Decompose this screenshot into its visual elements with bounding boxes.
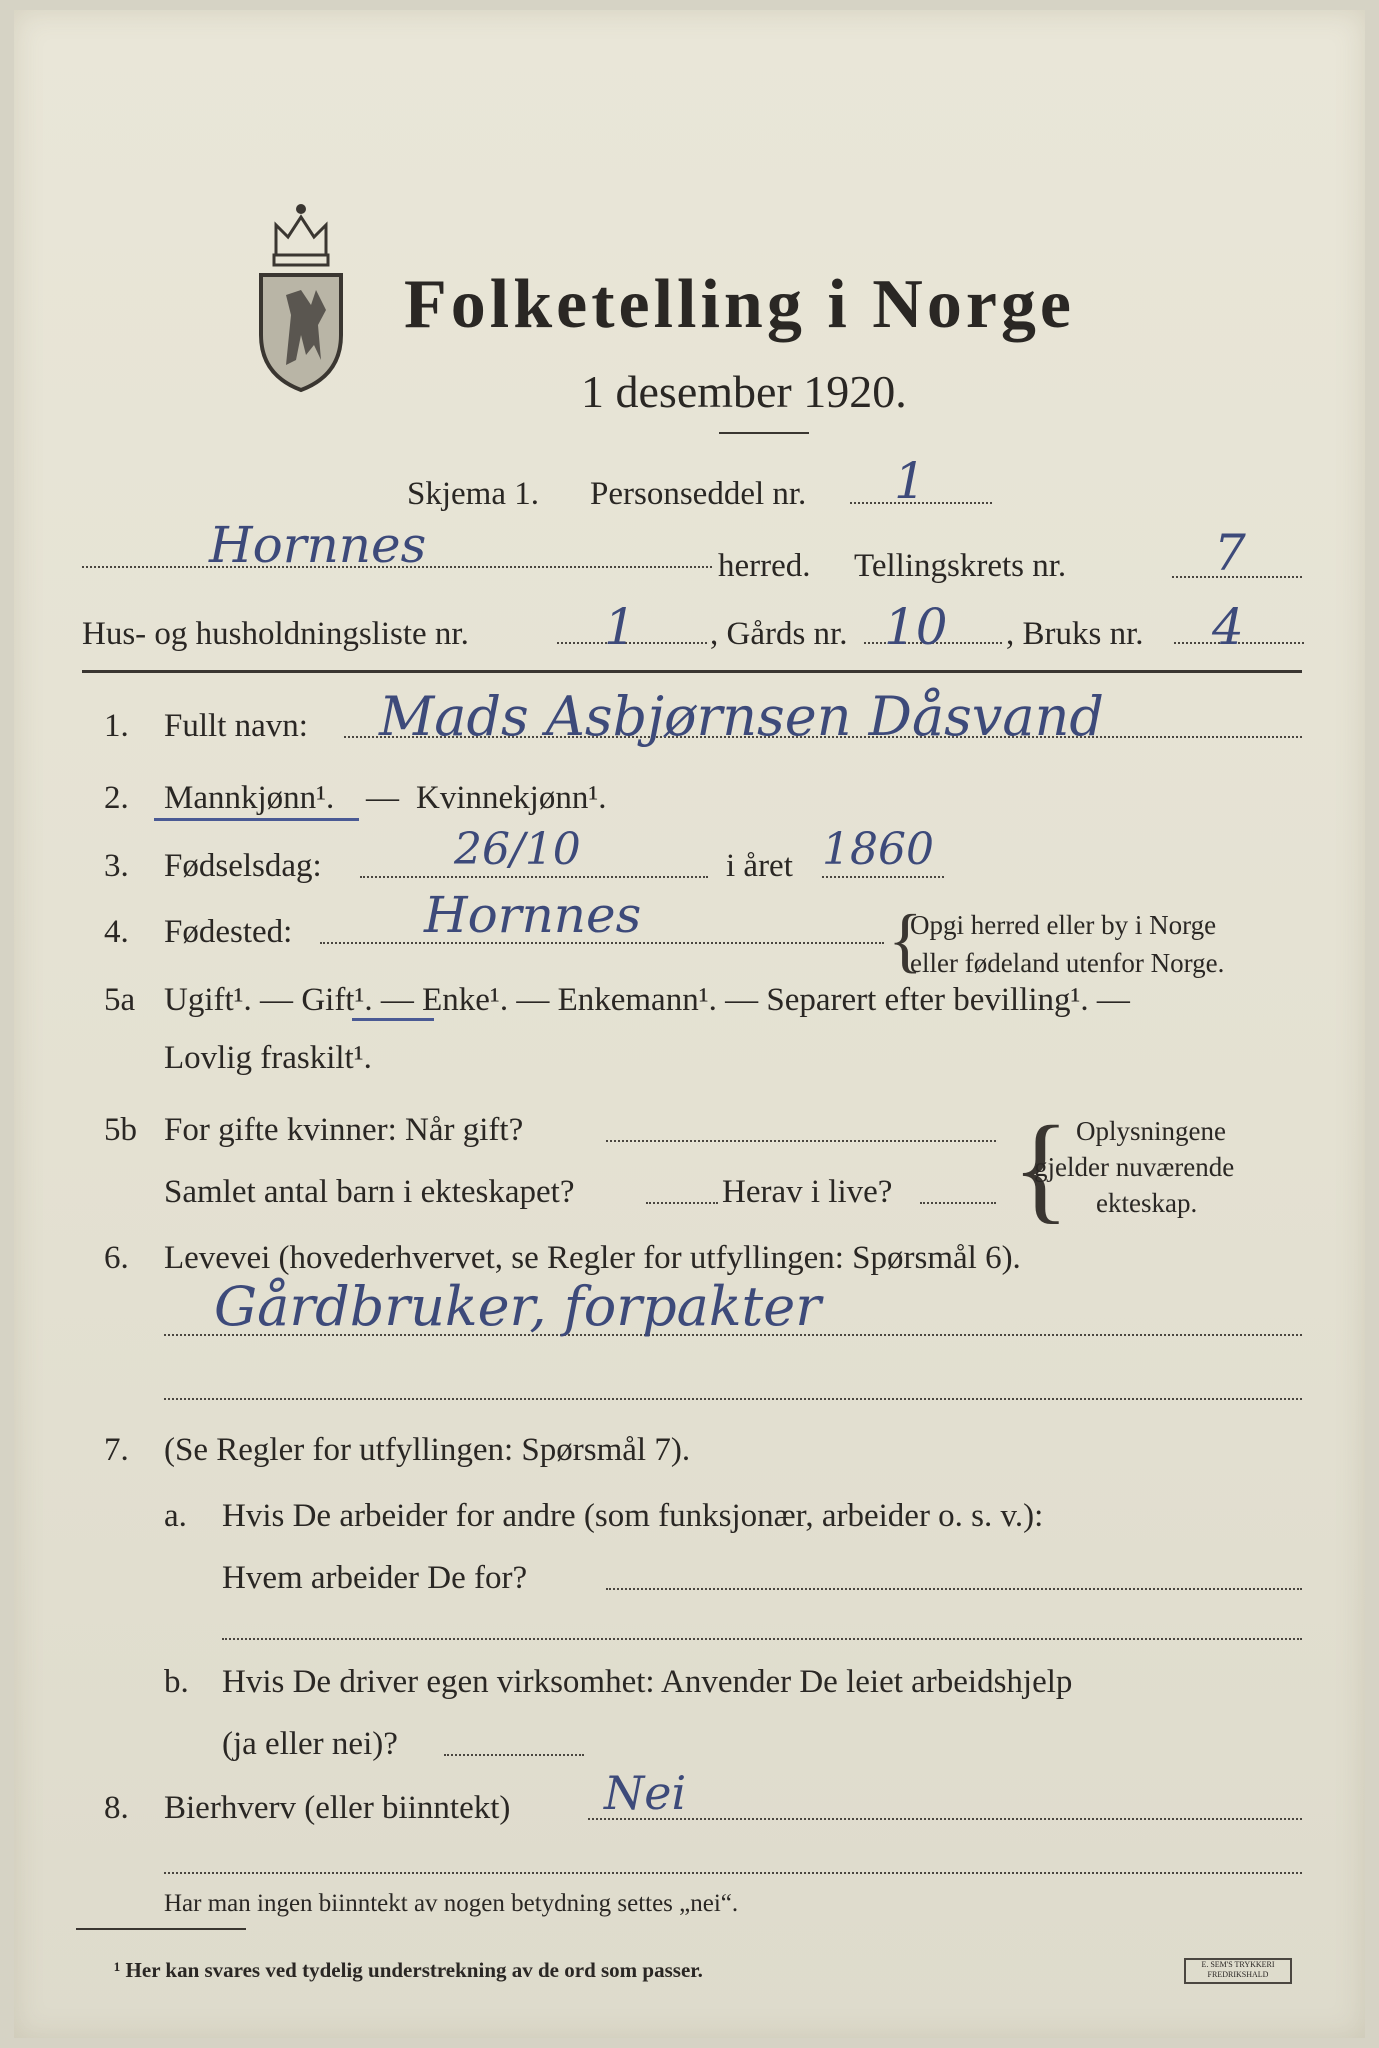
birthdate-value[interactable]: 26/10 bbox=[454, 824, 581, 875]
q5b-note-line1: Oplysningene bbox=[1076, 1116, 1226, 1146]
birthplace-value[interactable]: Hornnes bbox=[424, 886, 642, 944]
q7b-line2: (ja eller nei)? bbox=[222, 1726, 398, 1762]
hired-help-line bbox=[444, 1754, 584, 1756]
gards-value[interactable]: 10 bbox=[884, 598, 948, 656]
q7b-line1: Hvis De driver egen virksomhet: Anvender De leiet arbeidshjelp bbox=[222, 1664, 1073, 1700]
birthdate-line bbox=[360, 876, 708, 878]
q8-label: Bierhverv (eller biinntekt) bbox=[164, 1790, 511, 1826]
q4-label: Fødested: bbox=[164, 914, 293, 950]
q4-number: 4. bbox=[104, 914, 129, 950]
side-income-value[interactable]: Nei bbox=[604, 1766, 687, 1820]
q5b-number: 5b bbox=[104, 1112, 137, 1148]
q2-number: 2. bbox=[104, 780, 129, 816]
alive-line bbox=[920, 1202, 996, 1204]
form-title: Folketelling i Norge bbox=[404, 266, 1076, 343]
female-option[interactable]: Kvinnekjønn¹. bbox=[416, 780, 607, 816]
q6-label: Levevei (hovederhvervet, se Regler for utfyllingen: Spørsmål 6). bbox=[164, 1240, 1021, 1276]
title-divider bbox=[719, 432, 809, 434]
tellingskrets-value[interactable]: 7 bbox=[1214, 524, 1246, 582]
q7a-line1: Hvis De arbeider for andre (som funksjonær, arbeider o. s. v.): bbox=[222, 1498, 1044, 1534]
q5b-alive-label: Herav i live? bbox=[722, 1174, 893, 1210]
employer-line1 bbox=[606, 1588, 1302, 1590]
q1-label: Fullt navn: bbox=[164, 708, 308, 744]
q4-note-line2: eller fødeland utenfor Norge. bbox=[910, 948, 1225, 978]
gender-separator: — bbox=[366, 780, 399, 816]
q3-label: Fødselsdag: bbox=[164, 848, 322, 884]
q7a-letter: a. bbox=[164, 1498, 187, 1534]
married-when-line bbox=[606, 1140, 996, 1142]
liste-value[interactable]: 1 bbox=[604, 598, 636, 656]
marital-status-line1 bbox=[164, 984, 1130, 1017]
occupation-value[interactable]: Gårdbruker, forpakter bbox=[214, 1275, 822, 1338]
nei-note: Har man ingen biinntekt av nogen betydning settes „nei“. bbox=[164, 1890, 739, 1917]
schema-label: Skjema 1. bbox=[407, 476, 539, 512]
bruks-value[interactable]: 4 bbox=[1212, 598, 1244, 656]
q6-number: 6. bbox=[104, 1240, 129, 1276]
q7b-letter: b. bbox=[164, 1664, 189, 1700]
gift-underline bbox=[352, 1018, 434, 1021]
children-line bbox=[646, 1202, 718, 1204]
ugift-option[interactable]: Ugift¹. — bbox=[164, 982, 302, 1018]
employer-line2 bbox=[222, 1638, 1302, 1640]
marital-status-line2[interactable]: Lovlig fraskilt¹. bbox=[164, 1040, 372, 1076]
q5a-number: 5a bbox=[104, 982, 136, 1018]
year-label: i året bbox=[726, 848, 793, 884]
year-line bbox=[822, 876, 944, 878]
census-form bbox=[14, 10, 1365, 2038]
q5b-note-line2: gjelder nuværende bbox=[1034, 1152, 1235, 1182]
q7-number: 7. bbox=[104, 1432, 129, 1468]
male-option[interactable]: Mannkjønn¹. bbox=[164, 780, 335, 816]
gards-label: , Gårds nr. bbox=[710, 616, 848, 652]
full-name-value[interactable]: Mads Asbjørnsen Dåsvand bbox=[379, 685, 1104, 748]
printer-stamp: E. SEM'S TRYKKERI FREDRIKSHALD bbox=[1184, 1958, 1292, 1984]
herred-label: herred. bbox=[718, 548, 811, 584]
occupation-line2 bbox=[164, 1398, 1302, 1400]
liste-label: Hus- og husholdningsliste nr. bbox=[82, 616, 469, 652]
herred-value[interactable]: Hornnes bbox=[209, 516, 427, 574]
q3-number: 3. bbox=[104, 848, 129, 884]
footnote: ¹ Her kan svares ved tydelig understrekning av de ord som passer. bbox=[114, 1958, 703, 1982]
q5b-married-label: For gifte kvinner: Når gift? bbox=[164, 1112, 524, 1148]
personseddel-value[interactable]: 1 bbox=[894, 452, 926, 510]
side-income-line2 bbox=[164, 1872, 1302, 1874]
header-divider bbox=[82, 670, 1302, 673]
q4-note-line1: Opgi herred eller by i Norge bbox=[910, 910, 1217, 940]
gift-option[interactable]: Gift¹. bbox=[301, 982, 373, 1018]
marital-other-options[interactable]: — Enke¹. — Enkemann¹. — Separert efter bevilling¹. — bbox=[372, 982, 1130, 1018]
q5b-note-brace: { bbox=[1012, 1101, 1070, 1234]
tellingskrets-label: Tellingskrets nr. bbox=[854, 548, 1067, 584]
birth-year-value[interactable]: 1860 bbox=[822, 824, 934, 875]
q5b-note-line3: ekteskap. bbox=[1096, 1188, 1198, 1218]
census-date: 1 desember 1920. bbox=[581, 366, 907, 417]
bruks-label: , Bruks nr. bbox=[1006, 616, 1144, 652]
q4-note-brace: { bbox=[888, 900, 923, 980]
footnote-divider bbox=[76, 1928, 246, 1930]
personseddel-label: Personseddel nr. bbox=[590, 476, 807, 512]
q8-number: 8. bbox=[104, 1790, 129, 1826]
q7a-line2: Hvem arbeider De for? bbox=[222, 1560, 528, 1596]
q5b-children-label: Samlet antal barn i ekteskapet? bbox=[164, 1174, 575, 1210]
male-underline bbox=[154, 818, 359, 821]
q7-label: (Se Regler for utfyllingen: Spørsmål 7). bbox=[164, 1432, 691, 1468]
coat-of-arms-emblem bbox=[246, 195, 356, 395]
side-income-line1 bbox=[588, 1818, 1302, 1820]
q1-number: 1. bbox=[104, 708, 129, 744]
